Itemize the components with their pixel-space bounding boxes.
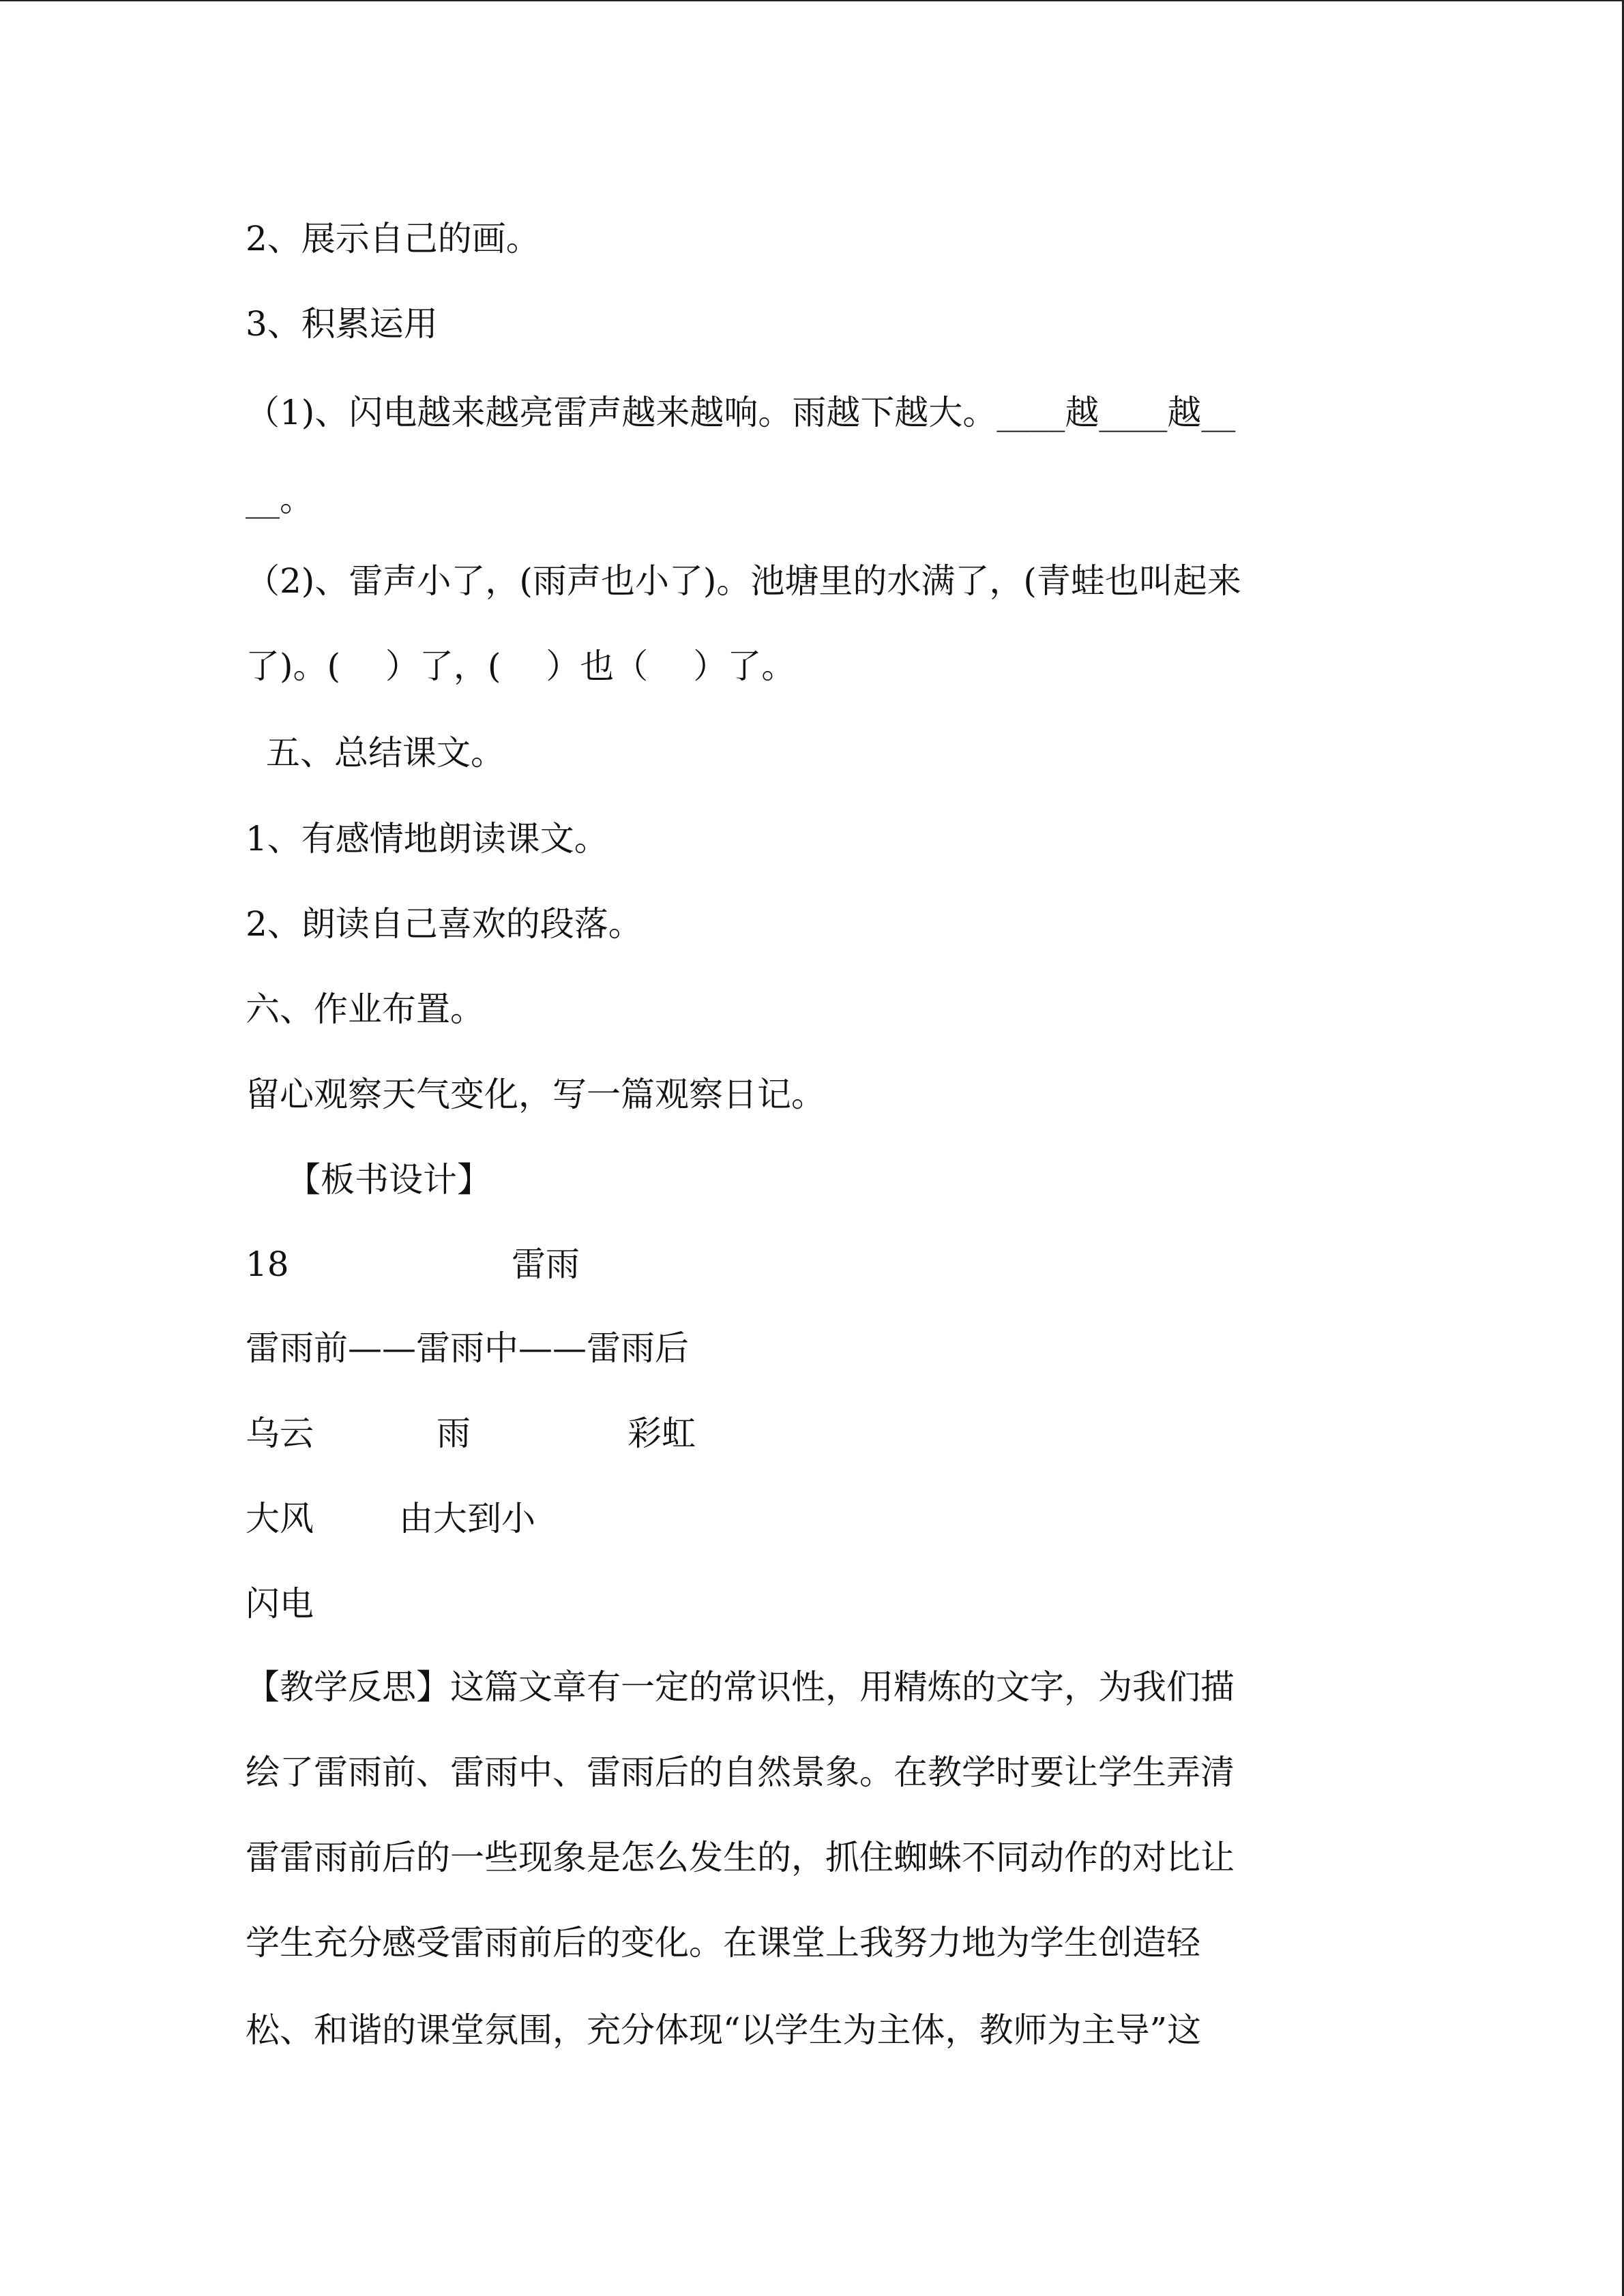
board-item: 闪电 <box>246 1584 314 1624</box>
text-line: （1)、闪电越来越亮雷声越来越响。雨越下越大。____越____越__ <box>246 393 1236 432</box>
board-item: 由大到小 <box>399 1499 535 1538</box>
reflection-line: 雷雷雨前后的一些现象是怎么发生的，抓住蜘蛛不同动作的对比让 <box>246 1838 1235 1877</box>
board-sequence: 雷雨前——雷雨中——雷雨后 <box>246 1328 689 1368</box>
reflection-line: 【教学反思】这篇文章有一定的常识性，用精炼的文字，为我们描 <box>246 1667 1235 1707</box>
reflection-line: 学生充分感受雷雨前后的变化。在课堂上我努力地为学生创造轻 <box>246 1923 1200 1963</box>
board-title: 雷雨 <box>512 1244 580 1284</box>
reflection-line: 松、和谐的课堂氛围，充分体现“以学生为主体，教师为主导”这 <box>246 2010 1202 2050</box>
text-line: 2、展示自己的画。 <box>246 219 540 258</box>
board-item: 彩虹 <box>628 1414 696 1453</box>
text-line: （2)、雷声小了，(雨声也小了)。池塘里的水满了，(青蛙也叫起来 <box>246 561 1241 601</box>
board-item: 雨 <box>437 1414 471 1453</box>
text-line: 3、积累运用 <box>246 304 438 344</box>
text-line: 2、朗读自己喜欢的段落。 <box>246 904 643 944</box>
board-item: 大风 <box>246 1499 314 1538</box>
section-heading: 五、总结课文。 <box>266 733 505 773</box>
section-heading: 【板书设计】 <box>286 1160 491 1199</box>
reflection-line: 绘了雷雨前、雷雨中、雷雨后的自然景象。在教学时要让学生弄清 <box>246 1753 1235 1792</box>
board-number: 18 <box>246 1244 289 1284</box>
section-heading: 六、作业布置。 <box>246 989 484 1029</box>
text-line: 了)。( ）了，( ）也（ ）了。 <box>246 646 796 686</box>
text-line: 留心观察天气变化，写一篇观察日记。 <box>246 1075 825 1114</box>
board-item: 乌云 <box>246 1414 314 1453</box>
text-line: 1、有感情地朗读课文。 <box>246 819 608 859</box>
text-line: __。 <box>246 479 314 519</box>
